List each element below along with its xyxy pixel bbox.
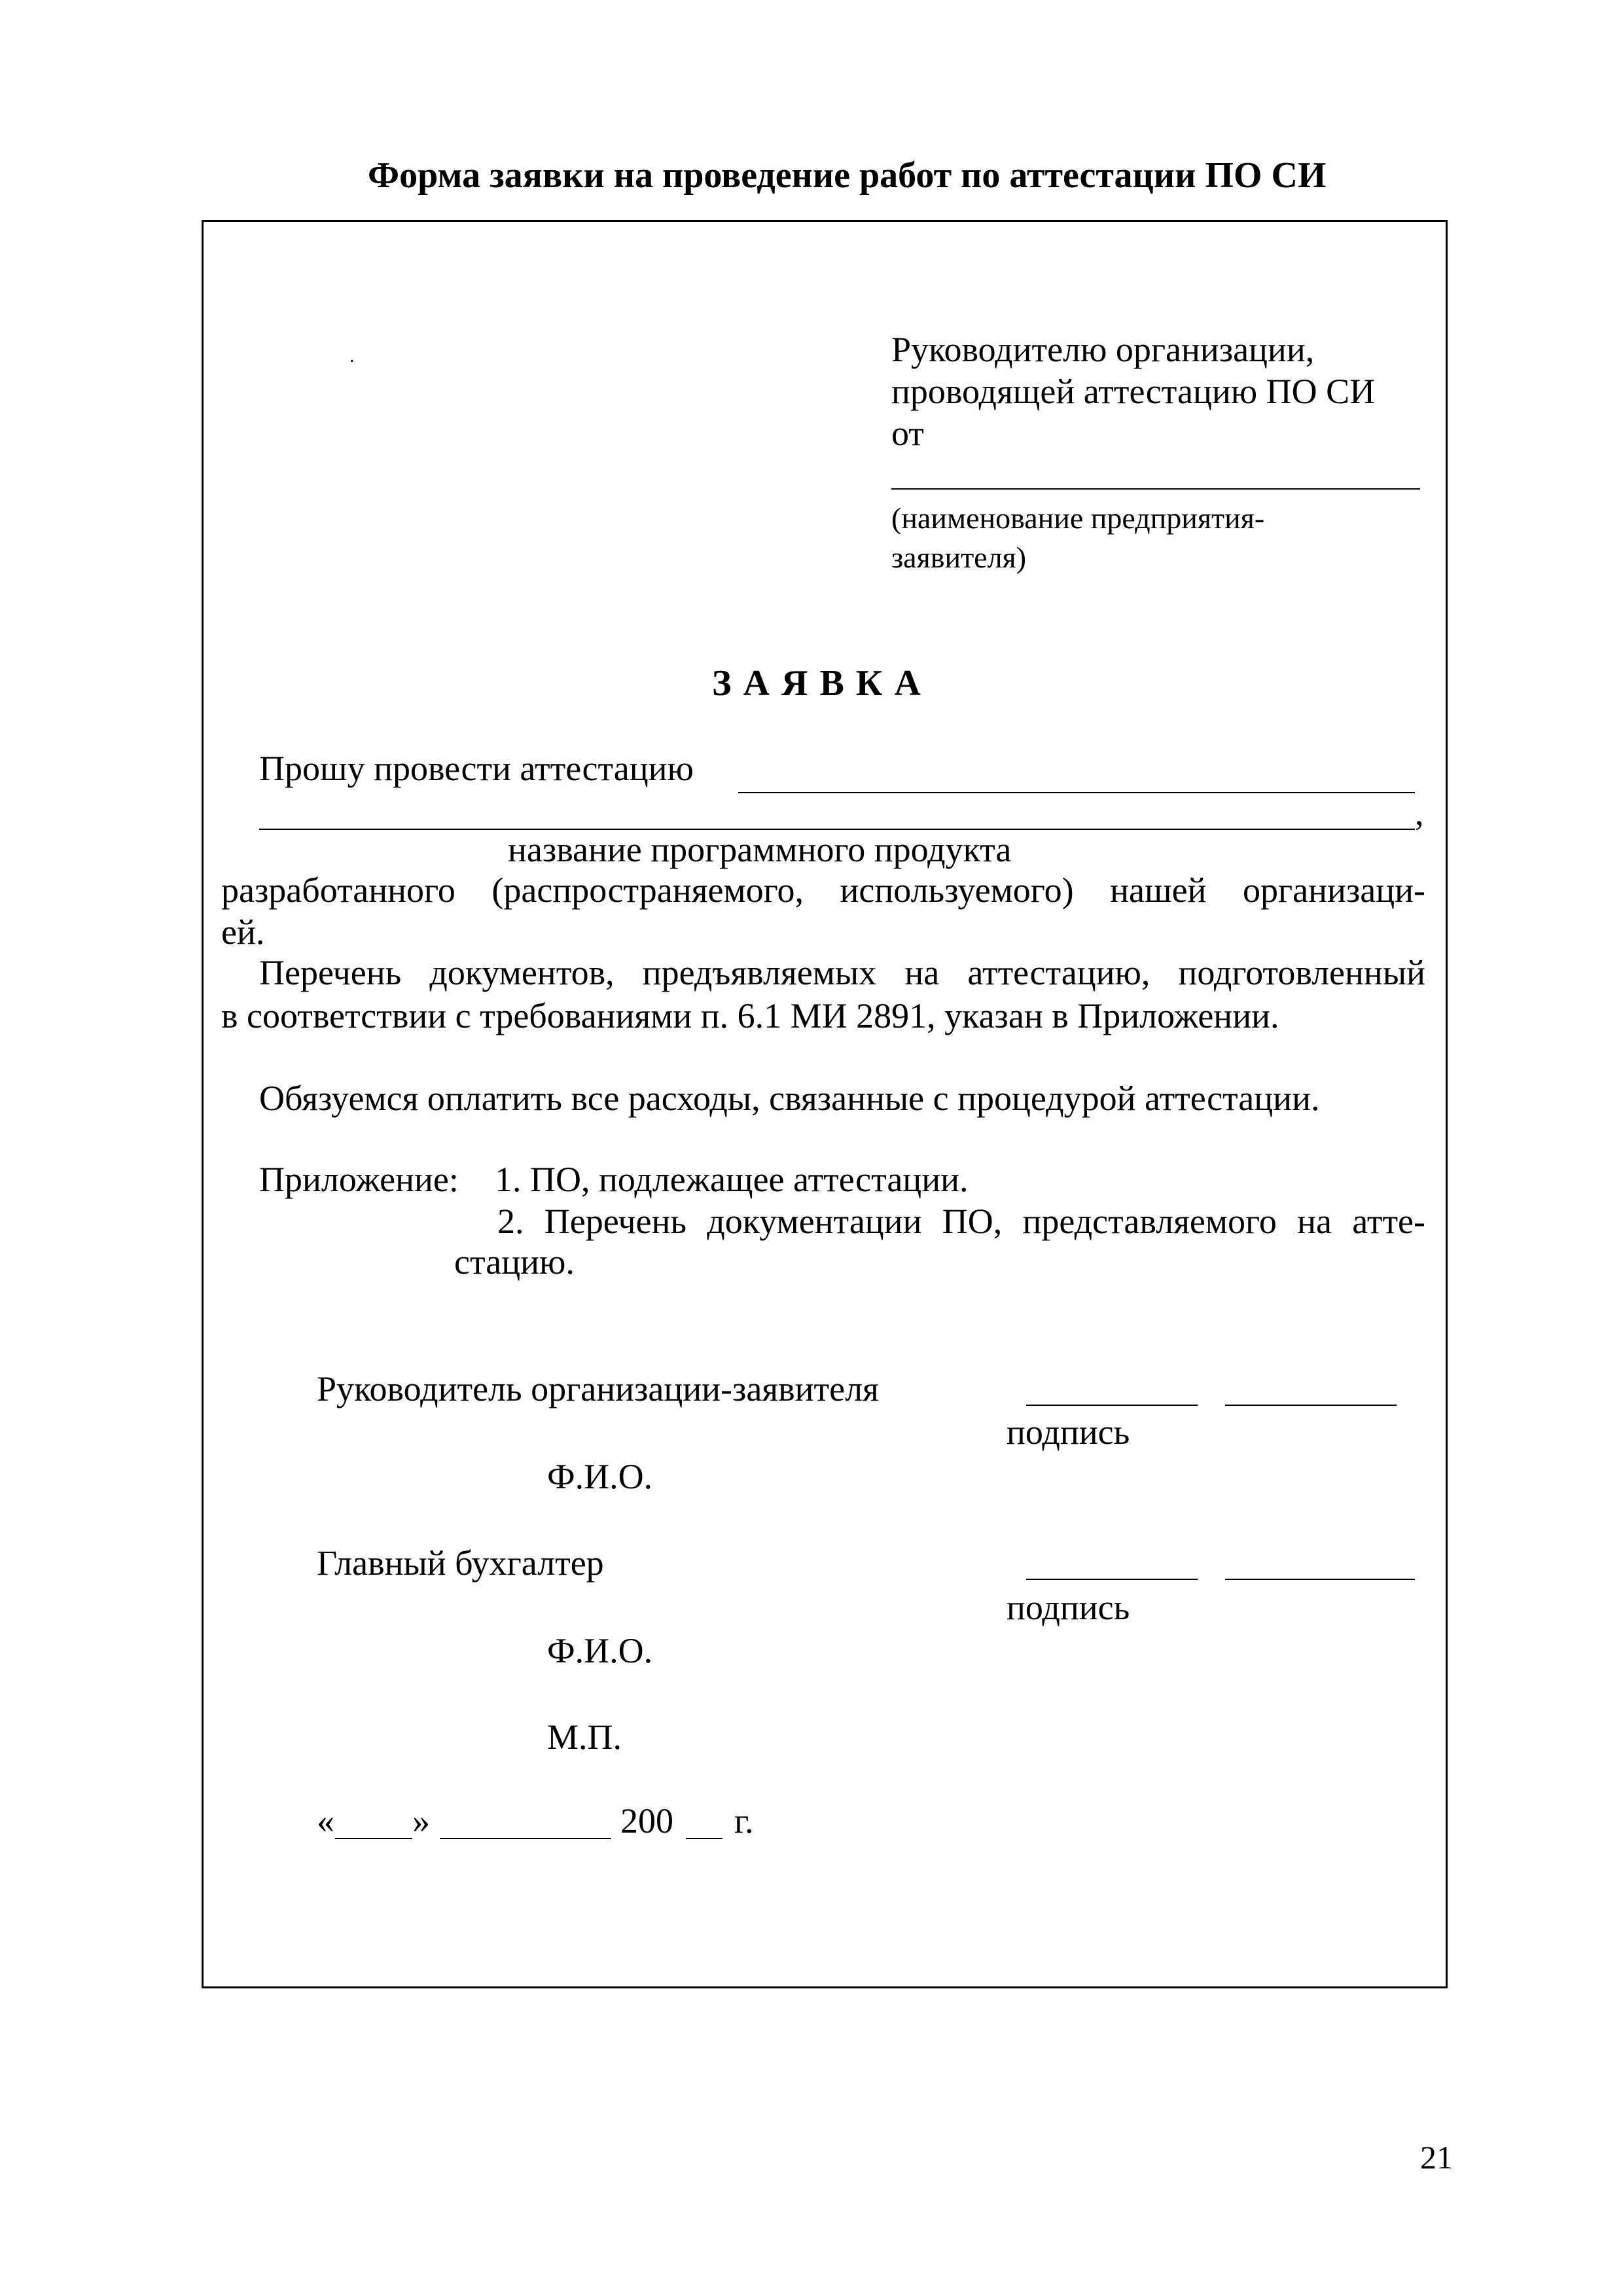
applicant-caption-2: заявителя) <box>891 541 1027 574</box>
addressee-dot: . <box>349 345 355 367</box>
addressee-line-2: проводящей аттестацию ПО СИ <box>891 372 1376 411</box>
addressee-line-3: от <box>891 414 924 453</box>
addressee-line-1: Руководителю организации, <box>891 330 1315 369</box>
documents-line-1: Перечень документов, предъявляемых на аттестацию, подготовленный <box>259 953 1425 992</box>
date-suffix: г. <box>734 1801 754 1840</box>
appendix-item-2-line-2: стацию. <box>454 1242 575 1282</box>
product-caption: название программного продукта <box>508 830 1012 869</box>
form-title: Форма заявки на проведение работ по аттестации ПО СИ <box>368 155 1327 196</box>
page-number: 21 <box>1420 2139 1453 2176</box>
head-label: Руководитель организации-заявителя <box>317 1369 879 1408</box>
accountant-fio: Ф.И.О. <box>547 1631 653 1670</box>
developed-line-1: разработанного (распространяемого, используемого) нашей организаци- <box>221 870 1425 910</box>
appendix-item-2-line-1: 2. Перечень документации ПО, представляемого на атте- <box>497 1202 1425 1241</box>
head-fio: Ф.И.О. <box>547 1457 653 1496</box>
accountant-signature-blank <box>1026 1579 1198 1580</box>
document-heading: ЗАЯВКА <box>712 663 933 704</box>
date-year-blank <box>686 1838 722 1839</box>
accountant-signature-caption: подпись <box>1007 1588 1130 1627</box>
appendix-item-1: 1. ПО, подлежащее аттестации. <box>495 1160 969 1199</box>
product-comma: , <box>1415 793 1424 833</box>
date-month-blank <box>440 1838 611 1839</box>
documents-line-2: в соответствии с требованиями п. 6.1 МИ 2891, указан в Приложении. <box>221 996 1279 1035</box>
applicant-caption-1: (наименование предприятия- <box>891 501 1265 535</box>
head-signature-blank <box>1026 1405 1198 1406</box>
obligation-text: Обязуемся оплатить все расходы, связанные с процедурой аттестации. <box>259 1079 1320 1118</box>
product-name-blank-1 <box>738 792 1415 793</box>
accountant-name-blank <box>1225 1579 1415 1580</box>
stamp-placeholder: М.П. <box>547 1717 622 1757</box>
accountant-label: Главный бухгалтер <box>317 1543 604 1583</box>
head-name-blank <box>1225 1405 1397 1406</box>
date-year: 200 <box>620 1801 673 1840</box>
appendix-label: Приложение: <box>259 1160 459 1199</box>
applicant-name-blank <box>891 488 1420 490</box>
developed-line-2: ей. <box>221 912 265 952</box>
date-open-quote: « <box>317 1801 334 1840</box>
head-signature-caption: подпись <box>1007 1412 1130 1452</box>
date-day-blank <box>335 1838 412 1839</box>
date-close-quote: » <box>412 1801 430 1840</box>
request-prefix: Прошу провести аттестацию <box>259 749 694 788</box>
